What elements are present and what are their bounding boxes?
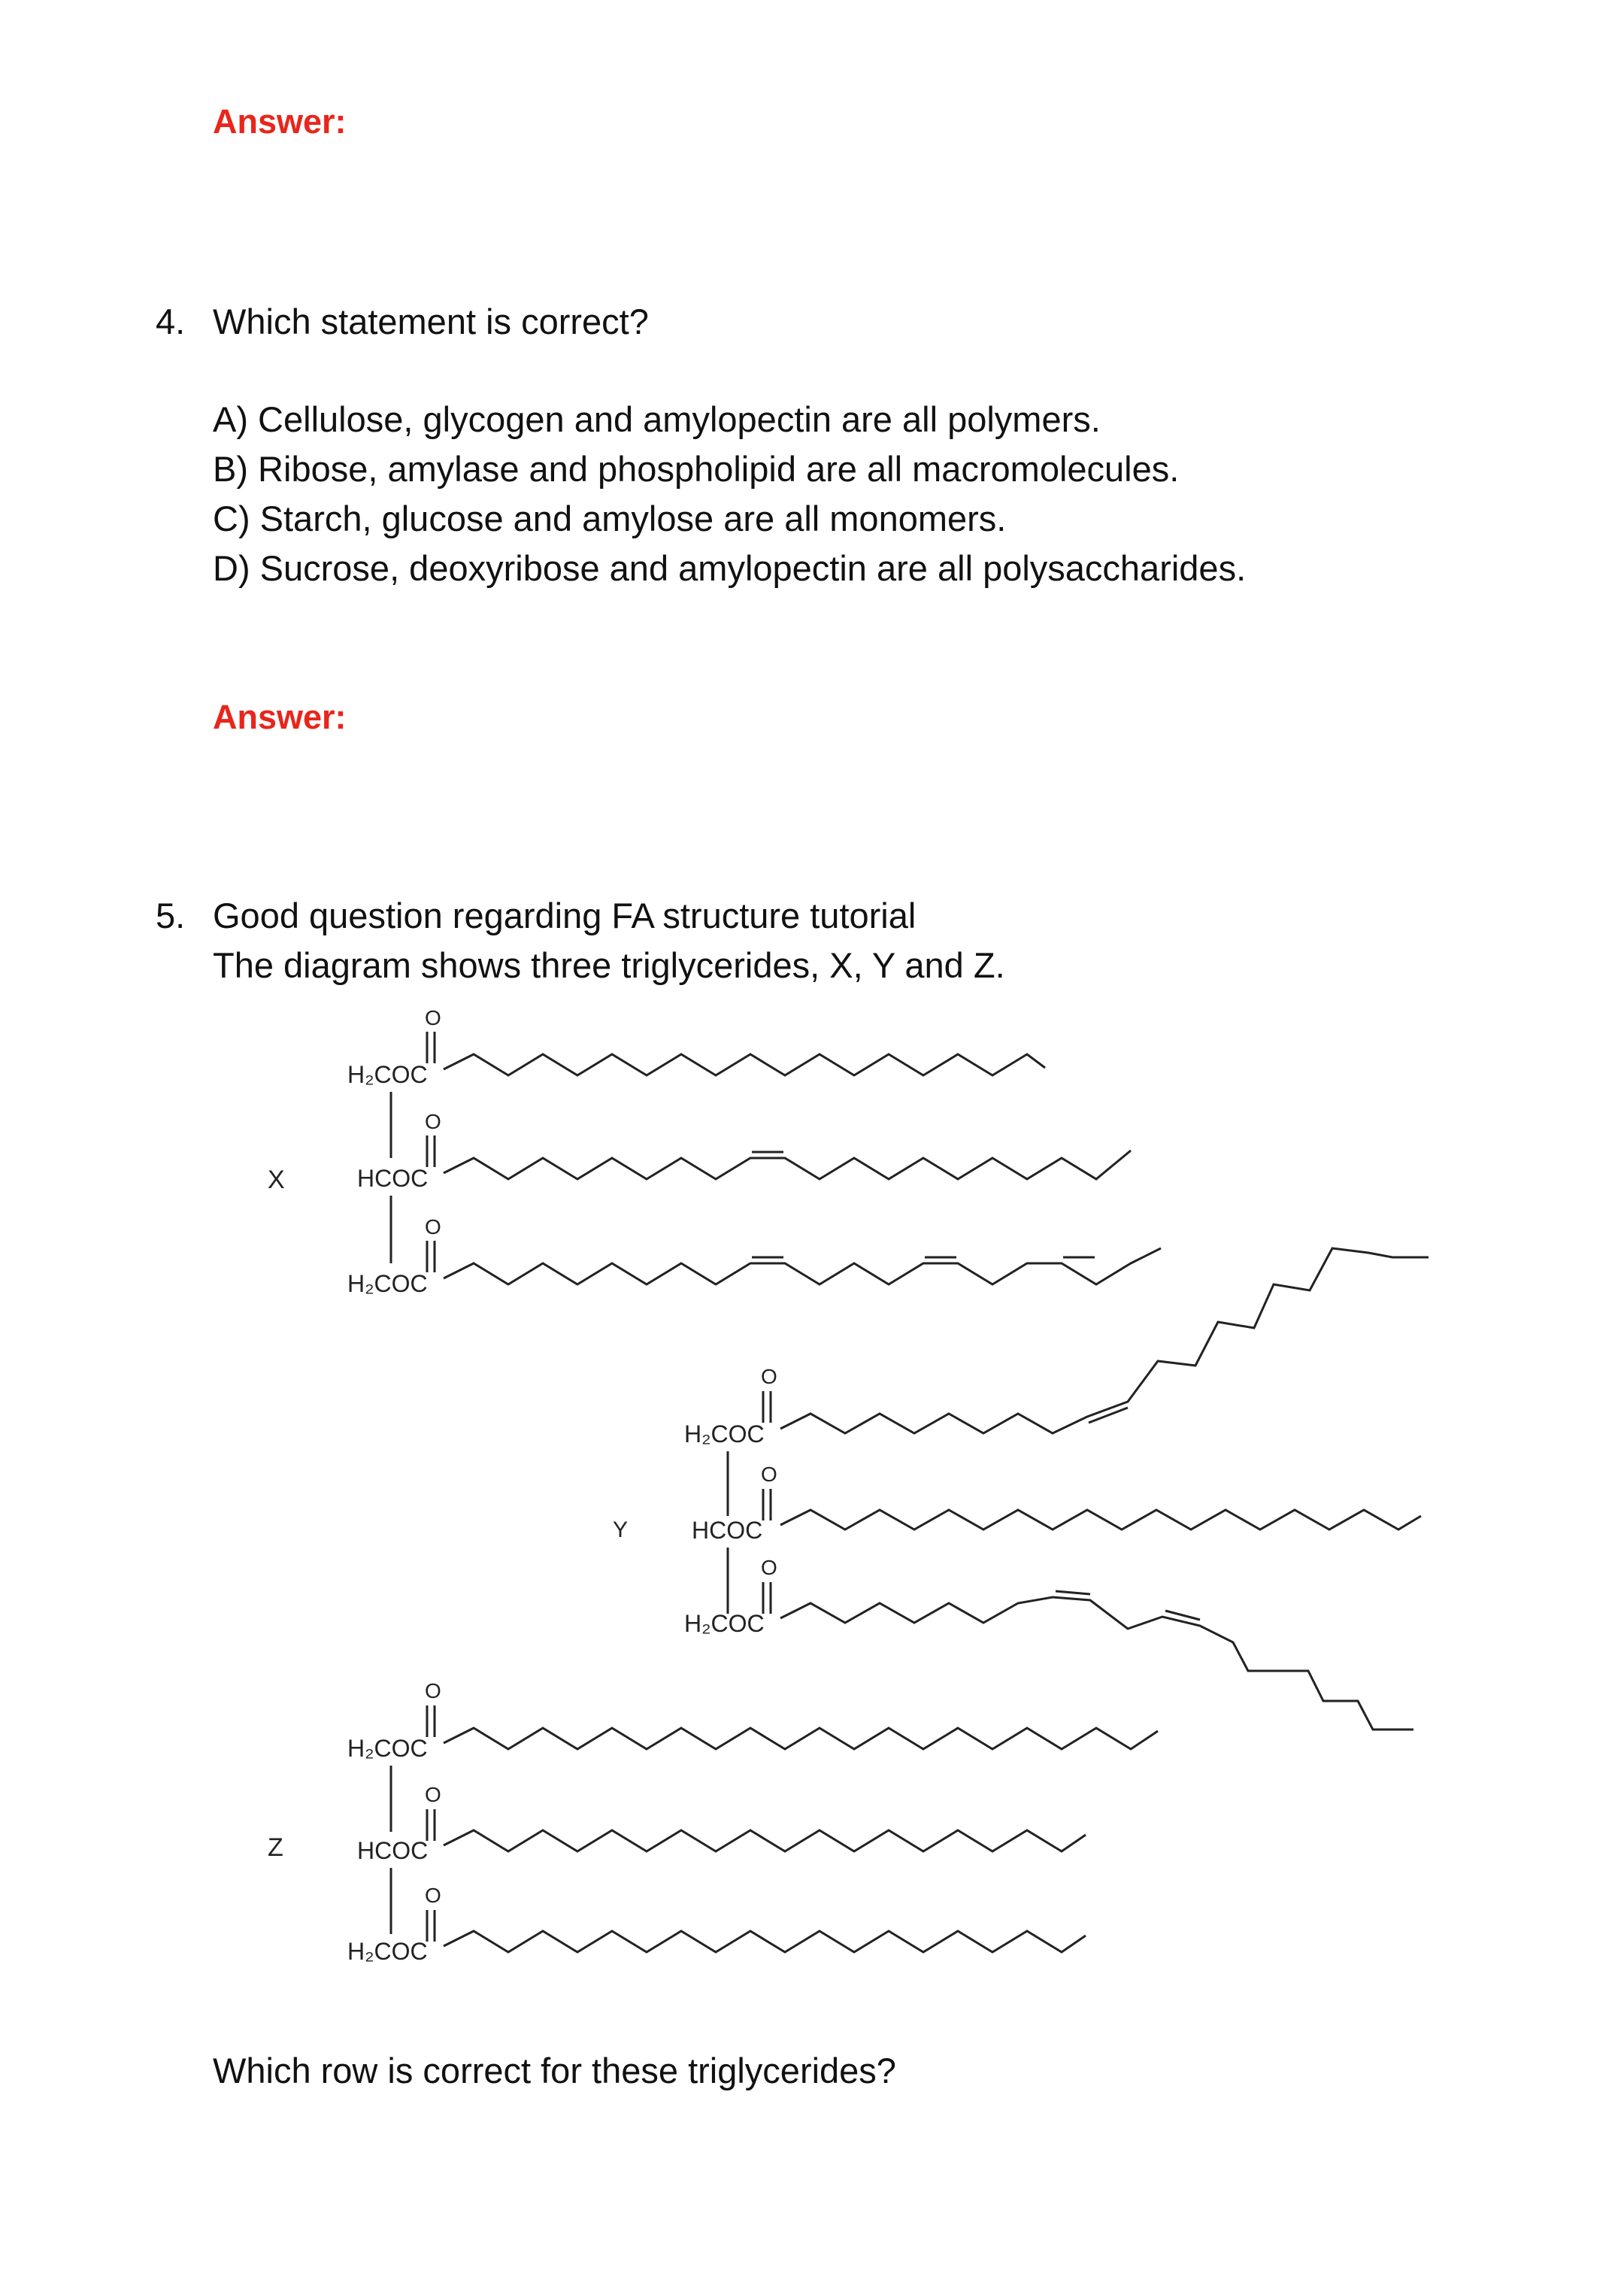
q4-text: Which statement is correct? — [213, 302, 649, 341]
x-group-mid: HCOC — [357, 1165, 429, 1192]
x-oxygen-2: O — [425, 1110, 441, 1133]
y-chain-1 — [780, 1248, 1429, 1433]
y-group-bottom: H₂COC — [684, 1610, 765, 1637]
x-chain-1 — [444, 1054, 1045, 1075]
q5-number: 5. — [156, 896, 186, 935]
y-group-mid: HCOC — [692, 1517, 763, 1544]
y-oxygen-1: O — [761, 1365, 777, 1388]
q4-option-b: B) Ribose, amylase and phospholipid are all macromolecules. — [213, 449, 1180, 489]
q5-question: Which row is correct for these triglycerides? — [213, 2051, 896, 2090]
z-oxygen-3: O — [425, 1884, 441, 1907]
answer-label-q4: Answer: — [213, 698, 347, 736]
q5-line1: Good question regarding FA structure tutorial — [213, 896, 917, 935]
z-chain-1 — [444, 1728, 1158, 1749]
z-chain-3 — [444, 1931, 1086, 1952]
y-double-bond-3a — [1056, 1591, 1090, 1594]
answer-label-q3: Answer: — [213, 102, 347, 141]
label-y: Y — [613, 1517, 629, 1542]
y-oxygen-3: O — [761, 1556, 777, 1579]
label-z: Z — [268, 1833, 283, 1862]
z-group-mid: HCOC — [357, 1837, 429, 1864]
label-x: X — [268, 1166, 285, 1194]
x-group-bottom: H₂COC — [347, 1270, 428, 1297]
q4-option-c: C) Starch, glucose and amylose are all monomers. — [213, 499, 1007, 538]
z-chain-2 — [444, 1830, 1086, 1851]
z-group-bottom: H₂COC — [347, 1938, 428, 1965]
z-oxygen-2: O — [425, 1783, 441, 1806]
q4-number: 4. — [156, 302, 186, 341]
x-chain-2 — [444, 1151, 1131, 1179]
y-oxygen-2: O — [761, 1463, 777, 1486]
q4-option-d: D) Sucrose, deoxyribose and amylopectin are all polysaccharides. — [213, 548, 1247, 588]
z-group-top: H₂COC — [347, 1735, 428, 1762]
x-oxygen-1: O — [425, 1006, 441, 1029]
y-chain-3 — [780, 1597, 1413, 1730]
z-oxygen-1: O — [425, 1679, 441, 1702]
q5-line2: The diagram shows three triglycerides, X, Y and Z. — [213, 945, 1005, 985]
y-chain-2 — [780, 1510, 1421, 1529]
x-group-top: H₂COC — [347, 1061, 428, 1088]
y-group-top: H₂COC — [684, 1420, 765, 1448]
x-oxygen-3: O — [425, 1215, 441, 1238]
q4-option-a: A) Cellulose, glycogen and amylopectin are all polymers. — [213, 399, 1101, 439]
x-chain-3 — [444, 1248, 1161, 1284]
